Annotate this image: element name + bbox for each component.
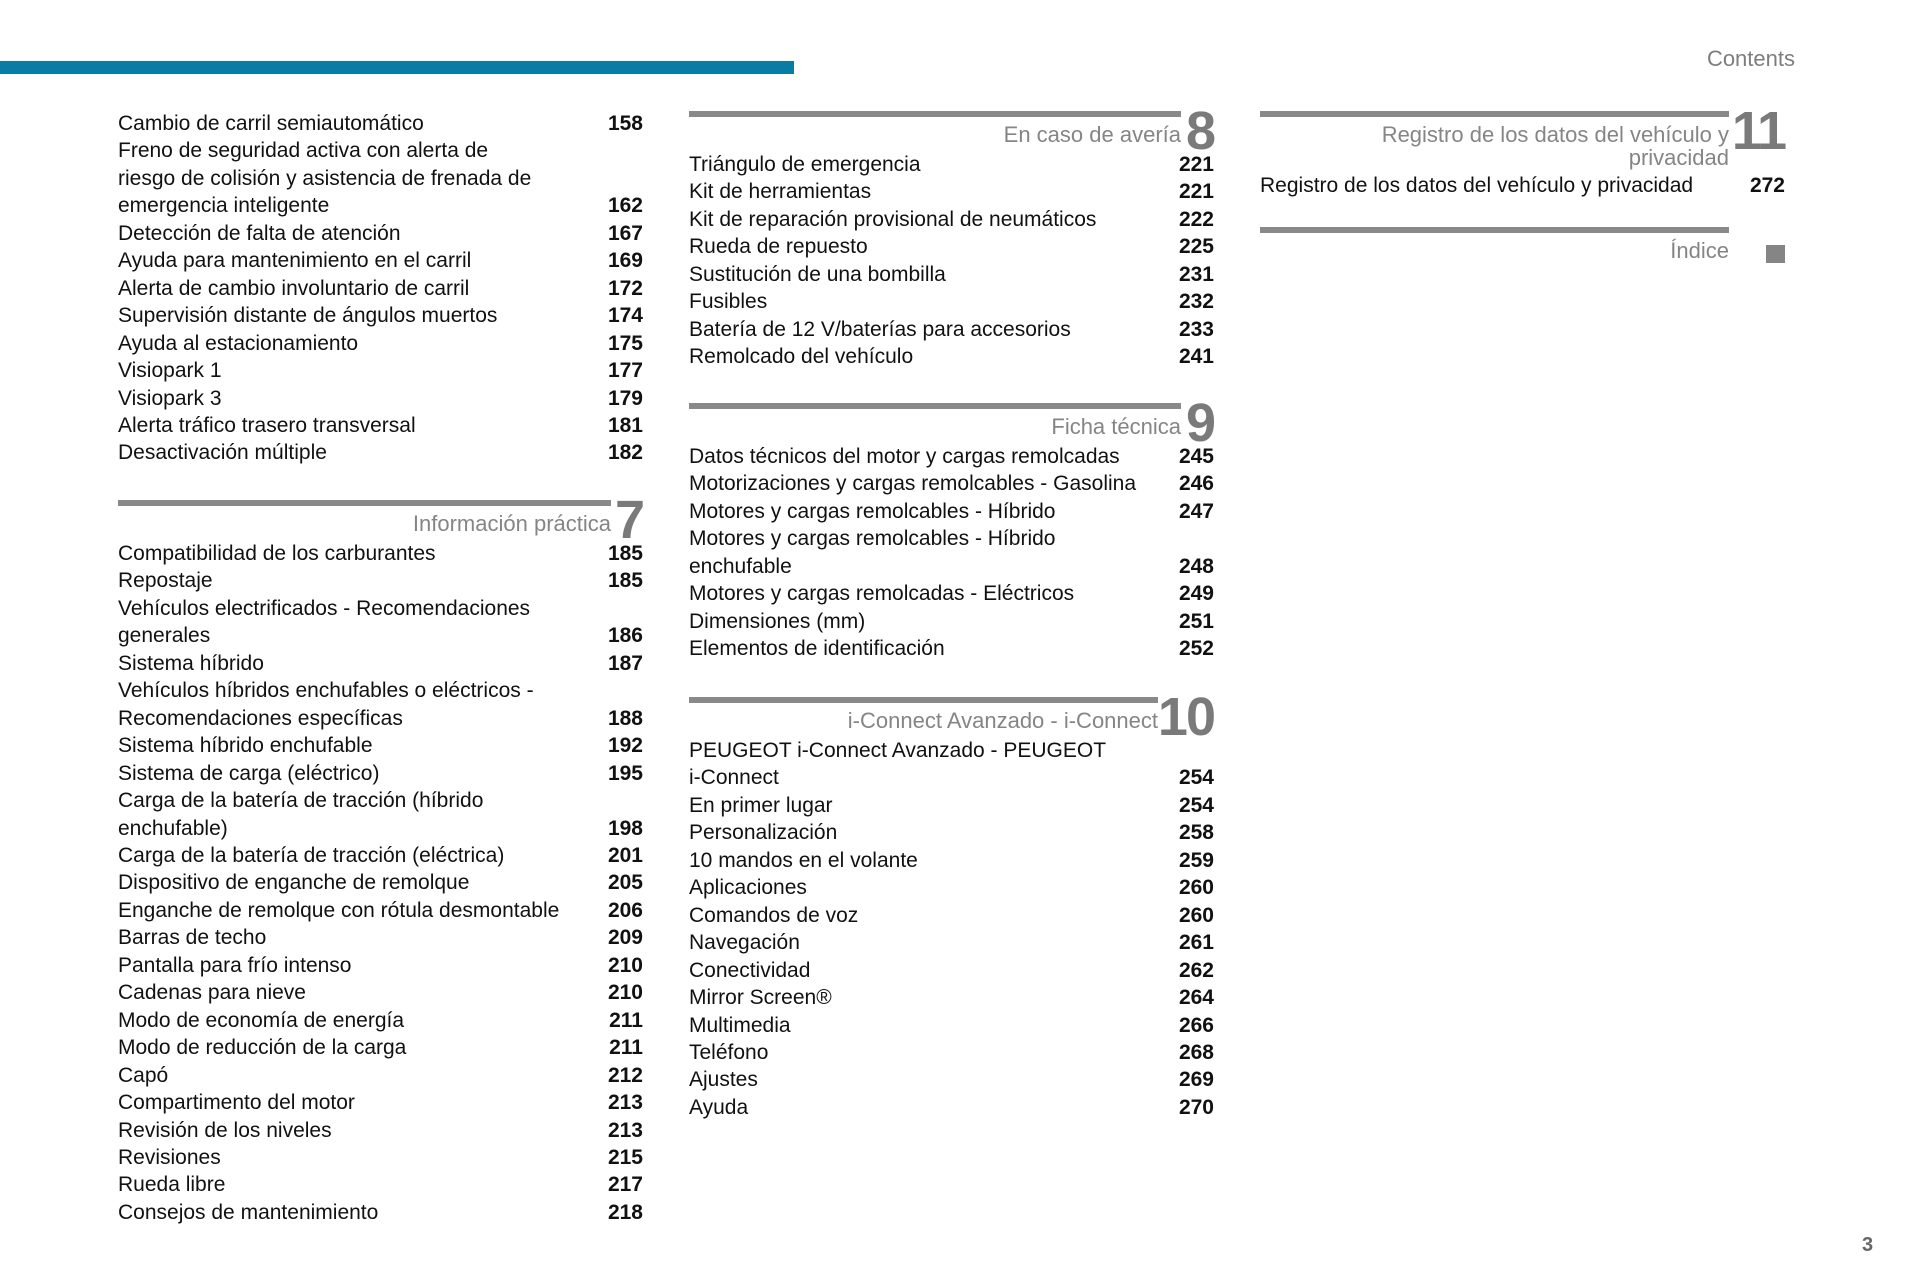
entry-title: En primer lugar <box>689 793 833 817</box>
toc-entry[interactable] <box>118 567 643 594</box>
entry-page: 185 <box>607 569 643 593</box>
toc-entry[interactable] <box>689 847 1214 874</box>
toc-section <box>1260 101 1785 199</box>
toc-entry[interactable] <box>689 1066 1214 1093</box>
toc-entry[interactable] <box>689 233 1214 260</box>
toc-entry[interactable] <box>118 677 643 732</box>
entry-title: Motores y cargas remolcables - Híbrido <box>689 499 1056 523</box>
entry-page: 212 <box>607 1063 643 1087</box>
toc-entry[interactable] <box>118 869 643 896</box>
entry-page: 195 <box>607 761 643 785</box>
toc-entry[interactable] <box>689 1094 1214 1121</box>
toc-entry[interactable] <box>689 737 1214 792</box>
entry-title: Elementos de identificación <box>689 637 945 661</box>
entry-page: 247 <box>1178 499 1214 523</box>
entry-page: 249 <box>1178 582 1214 606</box>
section-title: i-Connect Avanzado - i-Connect <box>847 708 1158 733</box>
section-title: En caso de avería <box>1003 122 1181 147</box>
toc-entry[interactable] <box>118 842 643 869</box>
section-number: 11 <box>1731 101 1785 161</box>
toc-entry[interactable] <box>118 1199 643 1226</box>
section-header <box>118 490 643 550</box>
entry-title: Supervisión distante de ángulos muertos <box>118 304 498 328</box>
entry-page: 215 <box>607 1145 643 1169</box>
entry-title: Teléfono <box>689 1040 769 1064</box>
toc-section <box>689 101 1214 371</box>
toc-entry[interactable] <box>689 261 1214 288</box>
entry-page: 232 <box>1178 290 1214 314</box>
entry-title: Motores y cargas remolcadas - Eléctricos <box>689 582 1075 606</box>
entry-title: Fusibles <box>689 290 768 314</box>
entry-title: Ayuda para mantenimiento en el carril <box>118 249 472 273</box>
toc-entry[interactable] <box>118 924 643 951</box>
entry-page: 222 <box>1178 207 1214 231</box>
toc-entry[interactable] <box>118 1144 643 1171</box>
toc-entry[interactable] <box>689 957 1214 984</box>
section-header <box>689 687 1214 747</box>
toc-entry[interactable] <box>118 1034 643 1061</box>
entry-page: 213 <box>607 1091 643 1115</box>
index-square-icon <box>1766 245 1785 263</box>
entry-page: 185 <box>607 542 643 565</box>
entry-page: 221 <box>1178 180 1214 204</box>
entry-page: 254 <box>1178 793 1214 817</box>
entry-title: Vehículos electrificados - Recomendaciones generales <box>118 596 531 648</box>
entry-title: PEUGEOT i-Connect Avanzado - PEUGEOT i-Connect <box>689 739 1107 790</box>
toc-entry[interactable] <box>689 874 1214 901</box>
entry-page: 233 <box>1178 317 1214 341</box>
entry-title: Ajustes <box>689 1068 758 1092</box>
entry-page: 262 <box>1178 958 1214 982</box>
toc-entry[interactable] <box>118 110 643 137</box>
entry-title: Rueda libre <box>118 1173 226 1197</box>
toc-entry[interactable] <box>118 787 643 842</box>
toc-entry[interactable] <box>118 540 643 567</box>
entry-title: Carga de la batería de tracción (eléctrica) <box>118 843 505 867</box>
entry-title: Mirror Screen® <box>689 986 832 1010</box>
toc-section <box>1260 227 1785 267</box>
toc-entry[interactable] <box>689 902 1214 929</box>
toc-entry[interactable] <box>689 525 1214 580</box>
entry-title: Compartimento del motor <box>118 1091 355 1115</box>
entry-page: 254 <box>1178 766 1214 790</box>
entry-page: 198 <box>607 816 643 840</box>
section-number: 8 <box>1185 101 1214 161</box>
entry-title: Remolcado del vehículo <box>689 345 914 369</box>
section-title[interactable]: Índice <box>1670 238 1729 263</box>
toc-entry[interactable] <box>118 137 643 219</box>
toc-entry[interactable] <box>118 275 643 302</box>
entry-title: Cadenas para nieve <box>118 981 306 1005</box>
entry-title: Revisión de los niveles <box>118 1118 332 1142</box>
toc-entry[interactable] <box>118 220 643 247</box>
entry-title: Revisiones <box>118 1145 221 1169</box>
toc-entry[interactable] <box>689 470 1214 497</box>
entry-page: 205 <box>607 871 643 895</box>
entry-title: Sistema híbrido enchufable <box>118 734 373 758</box>
entry-page: 162 <box>607 194 643 218</box>
entry-title: Batería de 12 V/baterías para accesorios <box>689 317 1071 341</box>
entry-page: 210 <box>607 953 643 977</box>
section-number: 9 <box>1185 393 1214 453</box>
toc-entry[interactable] <box>689 178 1214 205</box>
entry-title: Conectividad <box>689 958 811 982</box>
entry-page: 260 <box>1178 876 1214 900</box>
entry-page: 218 <box>607 1200 643 1224</box>
entry-title: Ayuda al estacionamiento <box>118 331 359 355</box>
entry-title: Barras de techo <box>118 926 267 950</box>
entry-page: 213 <box>607 1118 643 1142</box>
toc-section <box>118 110 643 467</box>
toc-entry[interactable] <box>118 439 643 466</box>
accent-bar <box>0 61 794 74</box>
entry-page: 241 <box>1178 345 1214 369</box>
section-rule <box>689 111 1181 117</box>
entry-page: 186 <box>607 624 643 648</box>
entry-page: 167 <box>607 221 643 245</box>
section-rule <box>689 403 1181 409</box>
entry-title: Alerta tráfico trasero transversal <box>118 413 416 437</box>
section-number: 10 <box>1157 687 1214 747</box>
entry-page: 272 <box>1749 174 1785 197</box>
toc-section <box>689 687 1214 1121</box>
toc-entry[interactable] <box>689 580 1214 607</box>
entry-page: 181 <box>607 413 643 437</box>
entry-page: 252 <box>1178 637 1214 661</box>
entry-title: Modo de economía de energía <box>118 1008 405 1032</box>
entry-page: 245 <box>1178 445 1214 468</box>
entry-page: 260 <box>1178 903 1214 927</box>
toc-entry[interactable] <box>689 316 1214 343</box>
entry-page: 248 <box>1178 554 1214 578</box>
toc-entry[interactable] <box>118 412 643 439</box>
toc-entry[interactable] <box>118 330 643 357</box>
entry-page: 269 <box>1178 1068 1214 1092</box>
entry-title: Sistema híbrido <box>118 651 264 675</box>
entry-title: Registro de los datos del vehículo y privacidad <box>1260 174 1694 197</box>
entry-title: Dispositivo de enganche de remolque <box>118 871 470 895</box>
entry-title: Desactivación múltiple <box>118 441 327 465</box>
running-header: Contents <box>1706 46 1795 71</box>
toc-entry[interactable] <box>118 897 643 924</box>
entry-page: 206 <box>607 898 643 922</box>
entry-title: Multimedia <box>689 1013 791 1037</box>
entry-title: Alerta de cambio involuntario de carril <box>118 276 470 300</box>
entry-title: Motorizaciones y cargas remolcables - Gasolina <box>689 472 1137 496</box>
toc-entry[interactable] <box>689 1039 1214 1066</box>
section-header <box>1260 101 1785 172</box>
toc-entry[interactable] <box>689 929 1214 956</box>
entry-page: 182 <box>607 441 643 465</box>
entry-title: Visiopark 1 <box>118 359 222 383</box>
toc-entry[interactable] <box>689 792 1214 819</box>
toc-entry[interactable] <box>118 952 643 979</box>
entry-page: 268 <box>1178 1040 1214 1064</box>
entry-page: 231 <box>1178 262 1214 286</box>
toc-entry[interactable] <box>118 302 643 329</box>
entry-title: Enganche de remolque con rótula desmontable <box>118 898 560 922</box>
entry-page: 246 <box>1178 472 1214 496</box>
entry-page: 177 <box>607 359 643 383</box>
section-rule <box>118 500 611 506</box>
toc-entry[interactable] <box>689 608 1214 635</box>
entry-page: 192 <box>607 734 643 758</box>
section-title: Información práctica <box>412 511 611 536</box>
toc-section <box>689 393 1214 663</box>
toc-entry[interactable] <box>118 732 643 759</box>
entry-title: Cambio de carril semiautomático <box>118 112 424 135</box>
entry-title: Carga de la batería de tracción (híbrido enchufable) <box>118 789 484 840</box>
toc-entry[interactable] <box>689 819 1214 846</box>
entry-title: Detección de falta de atención <box>118 221 401 245</box>
entry-title: Consejos de mantenimiento <box>118 1200 379 1224</box>
entry-title: Rueda de repuesto <box>689 235 868 259</box>
entry-title: Pantalla para frío intenso <box>118 953 352 977</box>
entry-title: Motores y cargas remolcables - Híbrido enchufable <box>689 527 1056 578</box>
toc-entry[interactable] <box>689 498 1214 525</box>
entry-page: 169 <box>607 249 643 273</box>
entry-title: Sistema de carga (eléctrico) <box>118 761 380 785</box>
toc-entry[interactable] <box>118 1089 643 1116</box>
entry-title: Capó <box>118 1063 169 1087</box>
entry-title: Kit de reparación provisional de neumáticos <box>689 207 1097 231</box>
entry-page: 211 <box>609 1036 643 1060</box>
toc-entry[interactable] <box>118 1007 643 1034</box>
entry-page: 259 <box>1178 848 1214 872</box>
entry-title: Aplicaciones <box>689 876 807 900</box>
entry-page: 175 <box>607 331 643 355</box>
entry-page: 270 <box>1178 1095 1214 1119</box>
entry-page: 258 <box>1178 821 1214 845</box>
entry-title: Personalización <box>689 821 838 845</box>
entry-title: Repostaje <box>118 569 213 593</box>
toc-entry[interactable] <box>118 1117 643 1144</box>
toc-entry[interactable] <box>689 288 1214 315</box>
section-title: Registro de los datos del vehículo y privacidad <box>1381 122 1729 170</box>
entry-page: 221 <box>1178 153 1214 176</box>
entry-page: 201 <box>607 843 643 867</box>
toc-entry[interactable] <box>118 247 643 274</box>
toc-entry[interactable] <box>118 385 643 412</box>
entry-page: 188 <box>607 706 643 730</box>
entry-title: Ayuda <box>689 1095 749 1119</box>
entry-page: 251 <box>1178 609 1214 633</box>
entry-page: 210 <box>607 981 643 1005</box>
toc-section <box>118 490 643 1226</box>
entry-page: 187 <box>607 651 643 675</box>
entry-page: 261 <box>1178 931 1214 955</box>
entry-page: 211 <box>609 1008 643 1032</box>
toc-entry[interactable] <box>689 635 1214 662</box>
section-header <box>689 393 1214 453</box>
entry-title: Sustitución de una bombilla <box>689 262 946 286</box>
toc-entry[interactable] <box>118 760 643 787</box>
toc-entry[interactable] <box>689 443 1214 470</box>
toc-entry[interactable] <box>689 151 1214 178</box>
section-header <box>1260 227 1785 267</box>
entry-page: 217 <box>607 1173 643 1197</box>
entry-page: 179 <box>607 386 643 410</box>
entry-title: Visiopark 3 <box>118 386 222 410</box>
entry-page: 209 <box>607 926 643 950</box>
entry-page: 172 <box>607 276 643 300</box>
section-rule <box>1260 227 1729 233</box>
entry-title: Kit de herramientas <box>689 180 872 204</box>
entry-page: 225 <box>1178 235 1214 259</box>
section-rule <box>1260 111 1729 117</box>
entry-page: 266 <box>1178 1013 1214 1037</box>
entry-page: 264 <box>1178 986 1214 1010</box>
entry-title: Modo de reducción de la carga <box>118 1036 407 1060</box>
toc-entry[interactable] <box>689 206 1214 233</box>
toc-entry[interactable] <box>118 595 643 650</box>
toc-entry[interactable] <box>689 984 1214 1011</box>
entry-title: Navegación <box>689 931 800 955</box>
entry-title: Freno de seguridad activa con alerta de riesgo de colisión y asistencia de frenada de emergencia inteligente <box>118 139 532 218</box>
section-rule <box>689 697 1158 703</box>
toc-entry[interactable] <box>1260 172 1785 199</box>
toc-entry[interactable] <box>118 357 643 384</box>
toc-entry[interactable] <box>118 1171 643 1198</box>
entry-title: 10 mandos en el volante <box>689 848 918 872</box>
entry-title: Compatibilidad de los carburantes <box>118 542 436 565</box>
entry-title: Datos técnicos del motor y cargas remolcadas <box>689 445 1120 468</box>
section-header <box>689 101 1214 161</box>
toc-entry[interactable] <box>118 979 643 1006</box>
toc-entry[interactable] <box>689 343 1214 370</box>
toc-entry[interactable] <box>118 1062 643 1089</box>
entry-title: Vehículos híbridos enchufables o eléctricos - Recomendaciones específicas <box>118 679 534 730</box>
page-number: 3 <box>1862 1234 1874 1256</box>
toc-entry[interactable] <box>689 1012 1214 1039</box>
toc-entry[interactable] <box>118 650 643 677</box>
entry-page: 158 <box>607 112 643 135</box>
entry-title: Dimensiones (mm) <box>689 609 866 633</box>
section-title: Ficha técnica <box>1051 414 1181 439</box>
entry-title: Triángulo de emergencia <box>689 153 921 176</box>
entry-page: 174 <box>607 304 643 328</box>
section-number: 7 <box>614 490 643 550</box>
entry-title: Comandos de voz <box>689 903 859 927</box>
